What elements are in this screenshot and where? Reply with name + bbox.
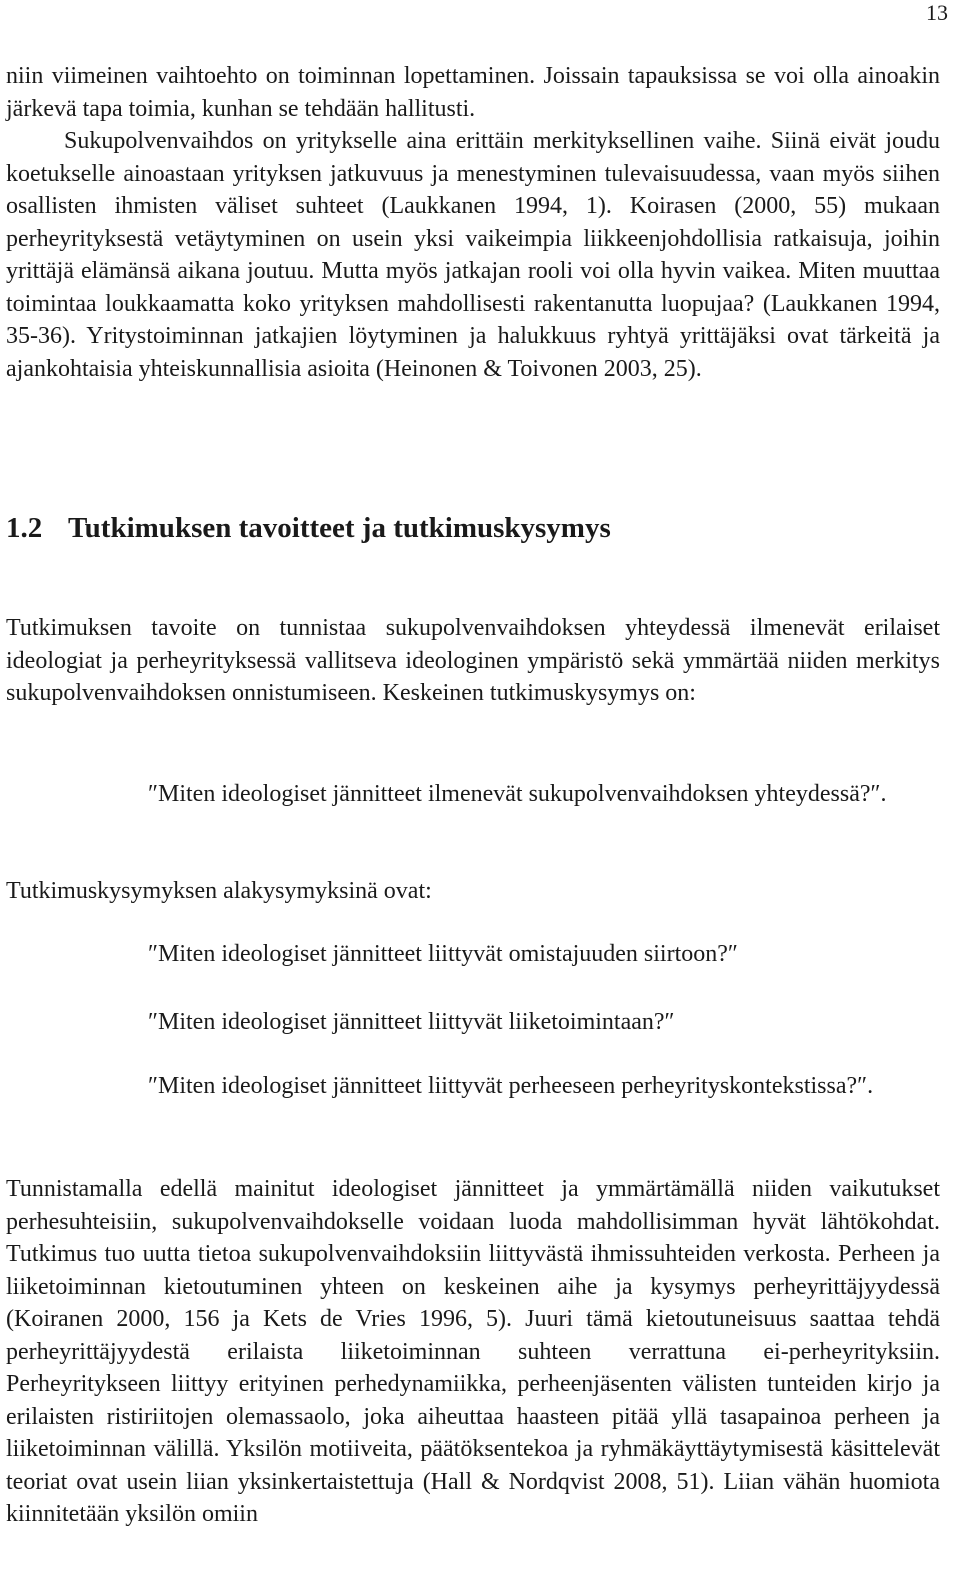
page-number: 13: [926, 0, 948, 25]
body-text-section-1: [6, 60, 940, 385]
paragraph: niin viimeinen vaihtoehto on toiminnan lopettaminen. Joissain tapauksissa se voi olla ainoakin järkevä tapa toimia, kunhan se tehdään hallitusti.: [6, 63, 940, 122]
paragraph: Tunnistamalla edellä mainitut ideologiset jännitteet ja ymmärtämällä niiden vaikutukset perhesuhteisiin, sukupolvenvaihdokselle voidaan luoda mahdollisimman hyvät lähtökohdat. Tutkimus tuo uutta tietoa sukupolvenvaihdoksiin liittyvästä ihmissuhteiden verkosta. Perheen ja liiketoiminnan kietoutuminen yhteen on keskeinen aihe ja kysymys perheyrittäjyydessä (Koiranen 2000, 156 ja Kets de Vries 1996, 5). Juuri tämä kietoutuneisuus saattaa tehdä perheyrittäjyydestä erilaista liiketoiminnan suhteen verrattuna ei-perheyrityksiin. Perheyritykseen liittyy erityinen perhedynamiikka, perheenjäsenten välisten tunteiden kirjo ja erilaisten ristiriitojen olemassaolo, joka aiheuttaa haasteen pitää yllä tasapainoa perheen ja liiketoiminnan välillä. Yksilön motiiveita, päätöksentekoa ja ryhmäkäyttäytymisestä käsittelevät teoriat ovat usein liian yksinkertaistettuja (Hall & Nordqvist 2008, 51). Liian vähän huomiota kiinnitetään yksilön omiin: [6, 1176, 940, 1527]
sub-questions-lead: Tutkimuskysymyksen alakysymyksinä ovat:: [6, 878, 432, 904]
section-title: Tutkimuksen tavoitteet ja tutkimuskysymys: [68, 512, 611, 544]
body-text-section-3: [6, 1173, 940, 1531]
paragraph: Sukupolvenvaihdos on yritykselle aina erittäin merkityksellinen vaihe. Siinä eivät joudu koetukselle ainoastaan yrityksen jatkuvuus ja menestyminen tulevaisuudessa, vaan myös siihen osallisten ihmisten väliset suhteet (Laukkanen 1994, 1). Koirasen (2000, 55) mukaan perheyrityksestä vetäytyminen on usein yksi vaikeimpia liikkeenjohdollisia ratkaisuja, joihin yrittäjä elämänsä aikana joutuu. Mutta myös jatkajan rooli voi olla hyvin vaikea. Miten muuttaa toimintaa loukkaamatta koko yrityksen mahdollisesti rakentanutta luopujaa? (Laukkanen 1994, 35-36). Yritystoiminnan jatkajien löytyminen ja halukkuus ryhtyä yrittäjäksi ovat tärkeitä ja ajankohtaisia yhteiskunnallisia asioita (Heinonen & Toivonen 2003, 25).: [6, 128, 940, 382]
sub-question: ″Miten ideologiset jännitteet liittyvät liiketoimintaan?″: [148, 1009, 675, 1035]
main-research-question: ″Miten ideologiset jännitteet ilmenevät sukupolvenvaihdoksen yhteydessä?″.: [148, 781, 887, 807]
section-heading: [6, 512, 611, 545]
section-number: 1.2: [6, 512, 43, 544]
body-text-section-2: [6, 612, 940, 710]
sub-question: ″Miten ideologiset jännitteet liittyvät omistajuuden siirtoon?″: [148, 941, 738, 967]
paragraph: Tutkimuksen tavoite on tunnistaa sukupolvenvaihdoksen yhteydessä ilmenevät erilaiset ideologiat ja perheyrityksessä vallitseva ideologinen ympäristö sekä ymmärtää niiden merkitys sukupolvenvaihdoksen onnistumiseen. Keskeinen tutkimuskysymys on:: [6, 615, 940, 706]
sub-question: ″Miten ideologiset jännitteet liittyvät perheeseen perheyrityskontekstissa?″.: [148, 1073, 874, 1099]
